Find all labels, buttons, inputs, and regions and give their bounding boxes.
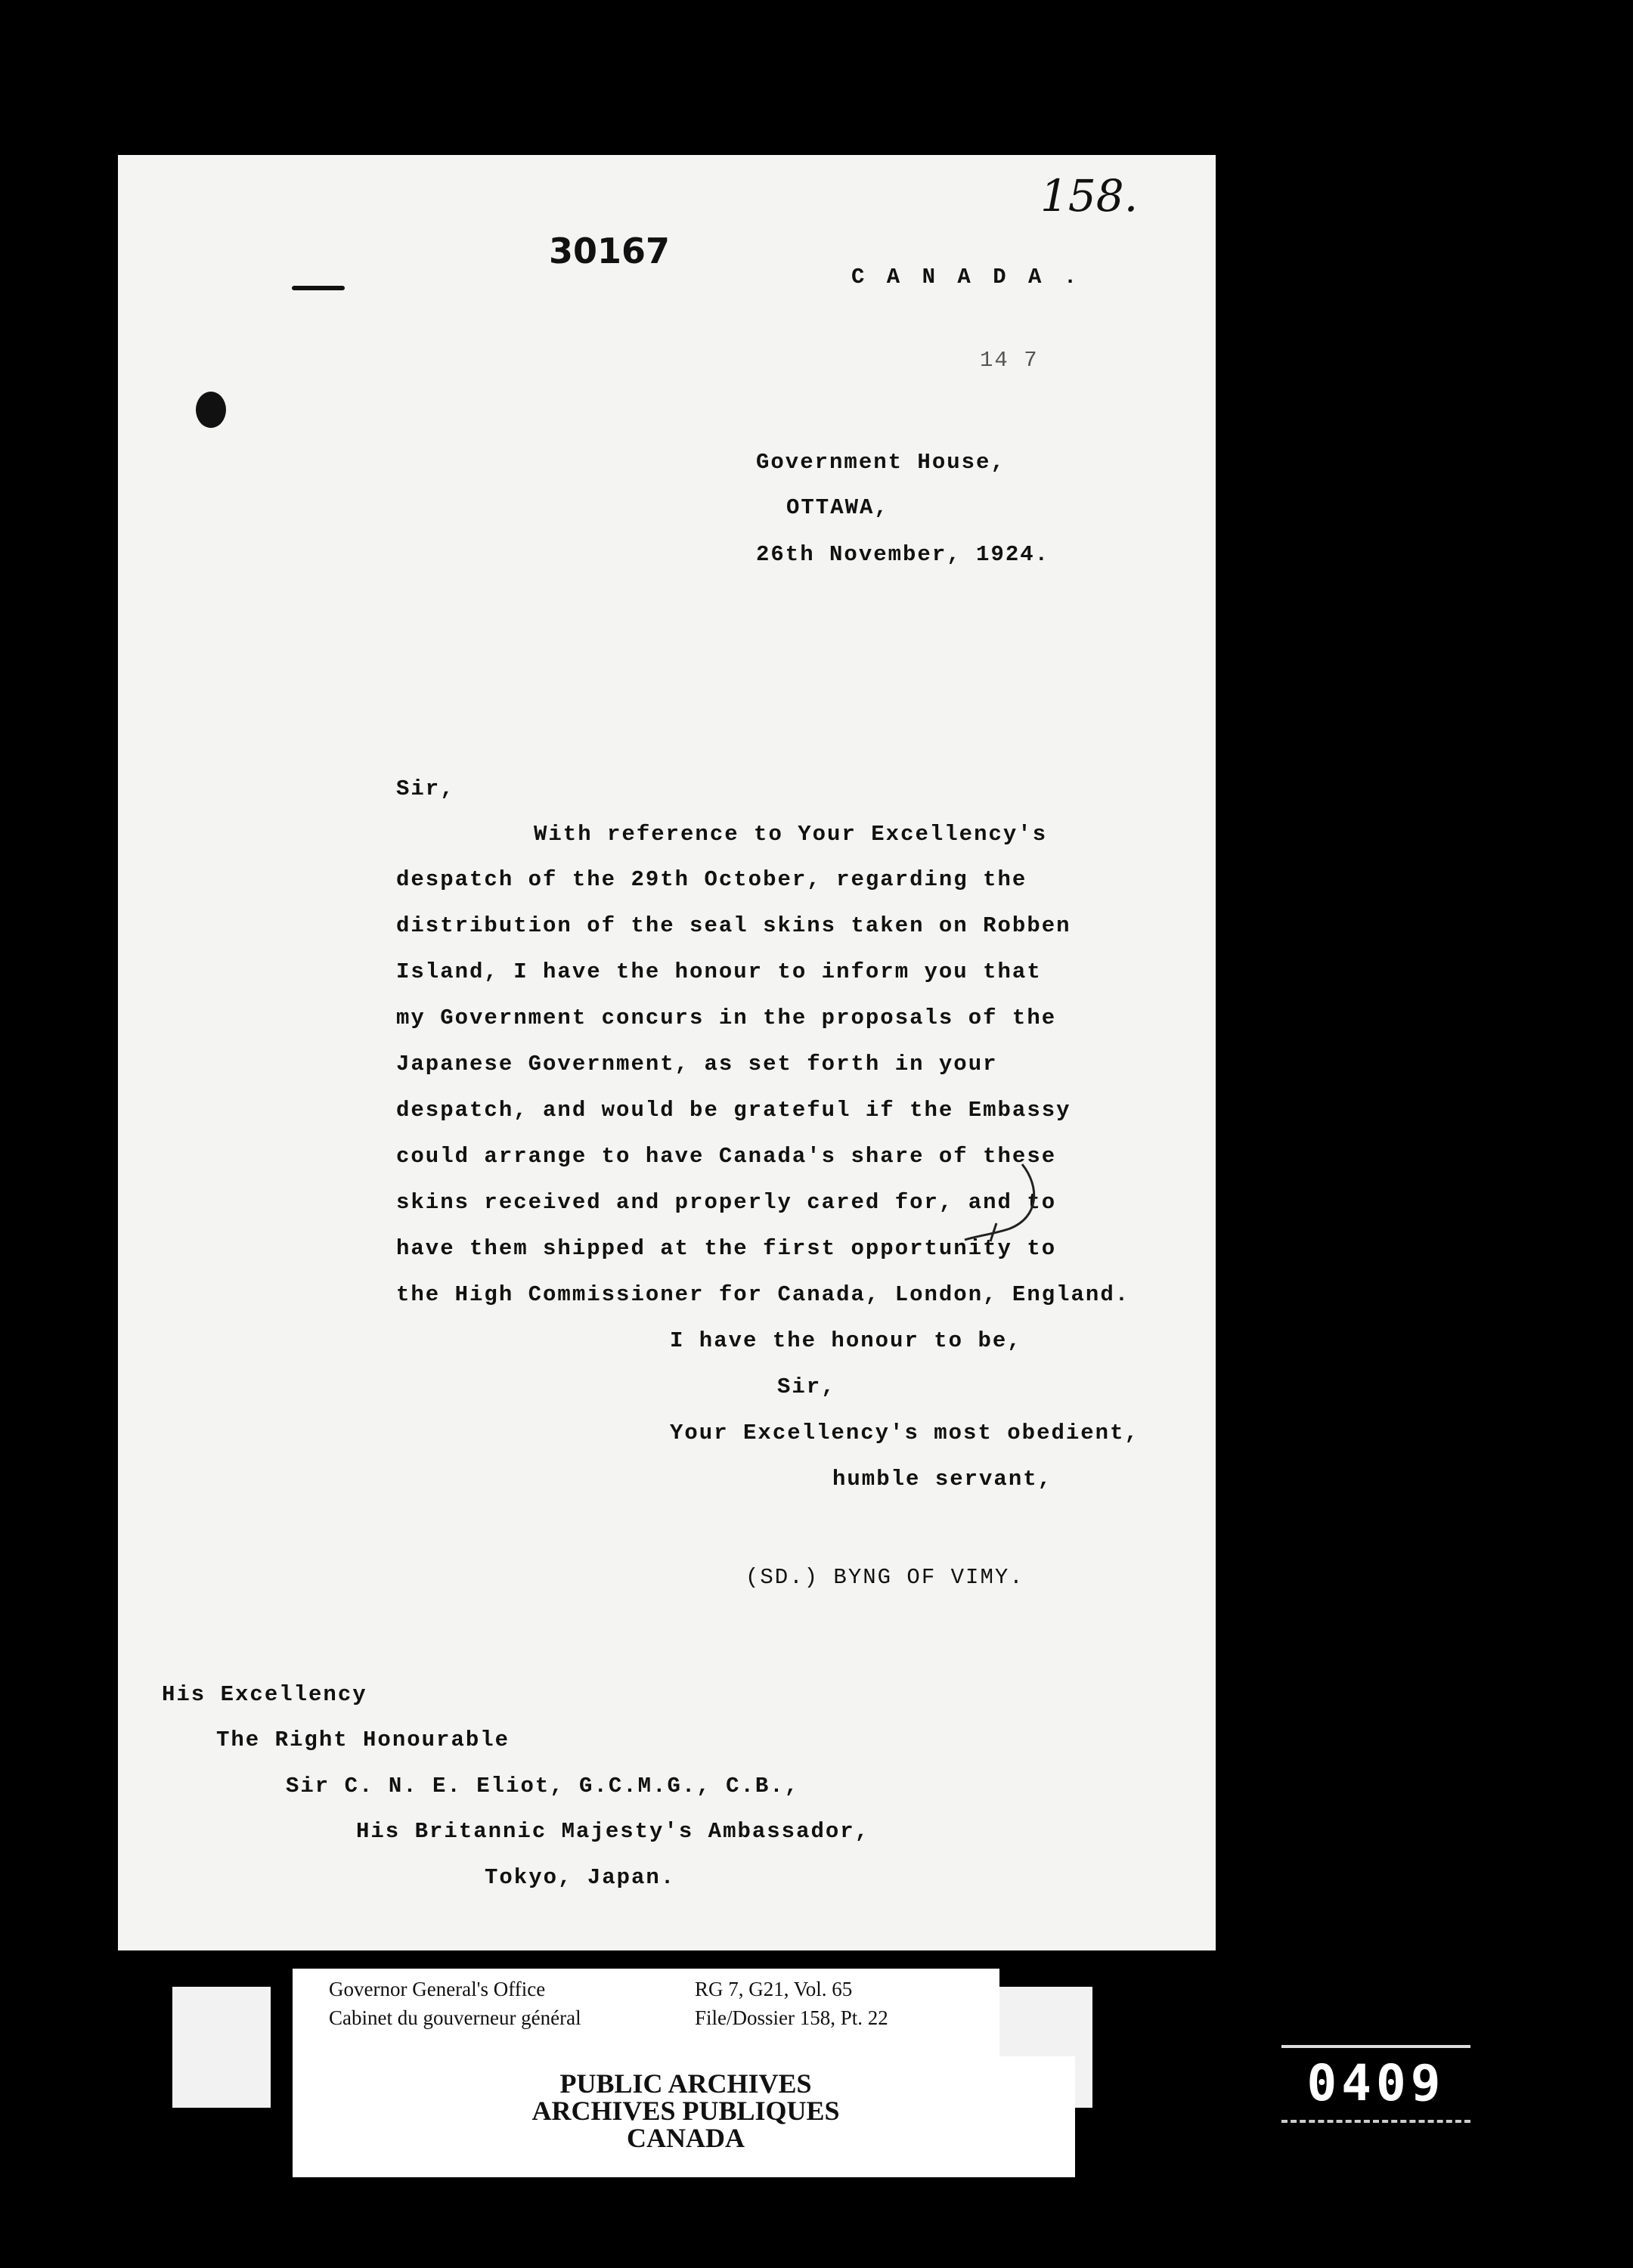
document-page (118, 155, 1216, 1950)
letter-date: 26th November, 1924. (756, 542, 1050, 567)
handwritten-page-number: 158. (1040, 170, 1139, 222)
pencil-tick-mark (957, 1157, 1048, 1247)
closing-line: Your Excellency's most obedient, (670, 1421, 1139, 1445)
signature: (SD.) BYNG OF VIMY. (745, 1565, 1024, 1590)
country-heading: C A N A D A . (851, 265, 1082, 290)
archive-label (293, 1969, 999, 2059)
body-line: have them shipped at the first opportunity to (396, 1236, 1057, 1261)
body-line: distribution of the seal skins taken on Robben (396, 913, 1071, 938)
body-line: skins received and properly cared for, and to (396, 1190, 1057, 1215)
salutation: Sir, (396, 776, 455, 801)
file-reference: File/Dossier 158, Pt. 22 (695, 2006, 888, 2029)
office-english: Governor General's Office (329, 1978, 546, 2000)
archives-banner (293, 2056, 1075, 2177)
closing-line: Sir, (777, 1374, 836, 1399)
addressee-line: His Britannic Majesty's Ambassador, (356, 1819, 870, 1844)
closing-line: I have the honour to be, (670, 1328, 1022, 1353)
body-line: despatch of the 29th October, regarding the (396, 867, 1027, 892)
body-line: With reference to Your Excellency's (534, 822, 1048, 847)
frame-counter-digits: 0409 (1306, 2054, 1446, 2112)
archives-line-3: CANADA (627, 2123, 745, 2153)
office-french: Cabinet du gouverneur général (329, 2006, 581, 2029)
marginal-number: 14 7 (980, 348, 1039, 373)
body-line: the High Commissioner for Canada, London, England. (396, 1282, 1130, 1307)
body-line: despatch, and would be grateful if the Embassy (396, 1098, 1071, 1123)
closing-line: humble servant, (832, 1467, 1053, 1492)
archives-line-1: PUBLIC ARCHIVES (559, 2068, 812, 2099)
record-group-reference: RG 7, G21, Vol. 65 (695, 1978, 853, 2000)
ink-mark (292, 286, 345, 290)
address-line-2: OTTAWA, (786, 495, 889, 520)
addressee-line: The Right Honourable (216, 1727, 510, 1752)
body-line: could arrange to have Canada's share of these (396, 1144, 1057, 1169)
ink-blot (196, 392, 226, 428)
frame-counter (1281, 2045, 1470, 2123)
address-line-1: Government House, (756, 450, 1006, 475)
addressee-line: Sir C. N. E. Eliot, G.C.M.G., C.B., (286, 1774, 800, 1799)
addressee-line: Tokyo, Japan. (485, 1865, 676, 1890)
file-number-stamp: 30167 (549, 231, 671, 271)
body-line: Japanese Government, as set forth in your (396, 1052, 998, 1077)
label-margin-left (172, 1987, 271, 2108)
addressee-line: His Excellency (162, 1682, 367, 1707)
body-line: my Government concurs in the proposals of the (396, 1005, 1057, 1030)
body-line: Island, I have the honour to inform you that (396, 959, 1042, 984)
archives-line-2: ARCHIVES PUBLIQUES (531, 2096, 840, 2126)
